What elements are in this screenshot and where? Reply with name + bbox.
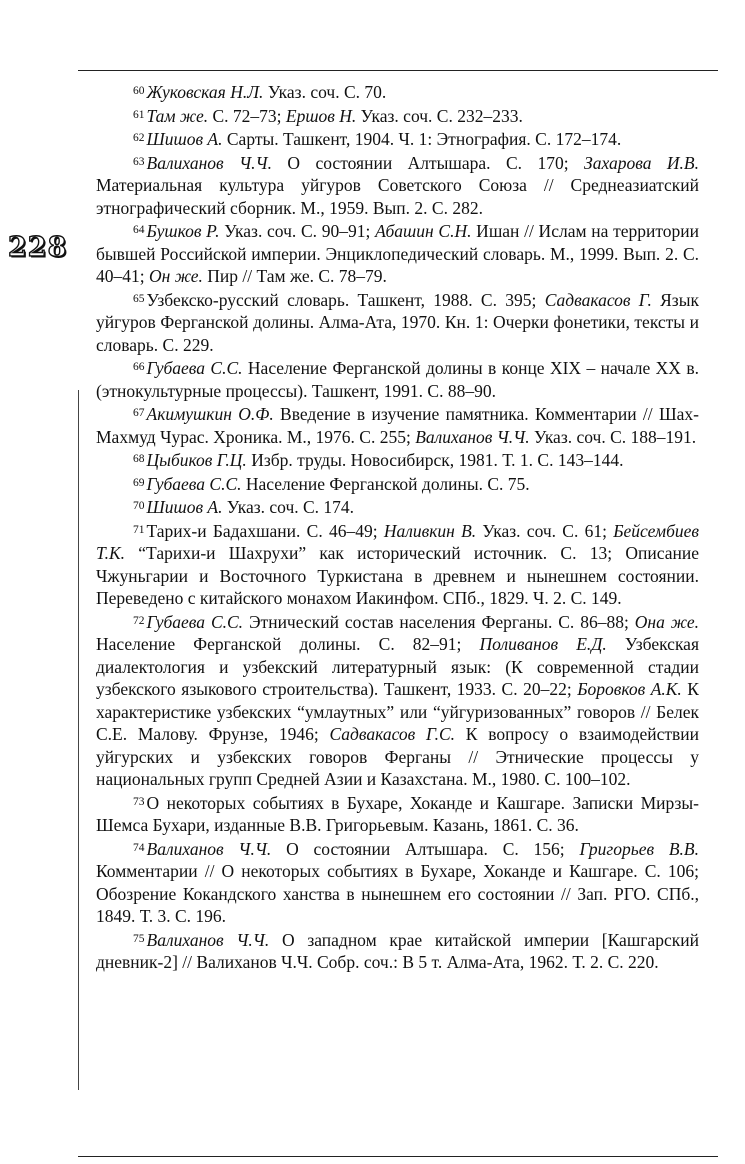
citation-author: Там же. bbox=[146, 105, 209, 126]
bottom-rule bbox=[78, 1156, 718, 1157]
citation-author: Григорьев В.В. bbox=[579, 838, 699, 859]
footnote-64 bbox=[96, 219, 699, 288]
top-rule bbox=[78, 70, 718, 71]
footnote-61 bbox=[96, 104, 699, 128]
citation-text: Материальная культура уйгуров Советского Союза // Среднеазиатский этнографический сборник. М., 1959. Вып. 2. С. 282. bbox=[96, 175, 699, 218]
footnote-number: 63 bbox=[133, 155, 145, 168]
citation-author: Бушков Р. bbox=[146, 221, 220, 241]
citation-text: Население Ферганской долины. С. 75. bbox=[241, 473, 530, 494]
citation-author: Садвакасов Г. bbox=[544, 289, 652, 310]
citation-author: Садвакасов Г.С. bbox=[329, 724, 456, 744]
citation-text: Пир // Там же. С. 78–79. bbox=[202, 266, 387, 286]
footnote-67 bbox=[96, 402, 699, 448]
footnote-number: 72 bbox=[133, 614, 145, 627]
citation-text: О состоянии Алтышара. С. 170; bbox=[271, 152, 585, 173]
footnote-number: 65 bbox=[133, 292, 145, 305]
citation-text: Узбекская диалектология и узбекский литературный язык: (К современной стадии узбекского языкового строительства). Ташкент, 1933. С. 20–22; bbox=[96, 634, 699, 699]
footnote-63 bbox=[96, 151, 699, 220]
citation-author: Захарова И.В. bbox=[584, 152, 699, 173]
footnote-number: 73 bbox=[133, 795, 145, 808]
footnote-68 bbox=[96, 448, 699, 472]
citation-author: Акимушкин О.Ф. bbox=[146, 404, 274, 424]
citation-text: Указ. соч. С. 188–191. bbox=[529, 426, 697, 447]
citation-author: Валиханов Ч.Ч. bbox=[415, 426, 530, 447]
footnote-75 bbox=[96, 928, 699, 974]
footnote-number: 75 bbox=[133, 932, 145, 945]
citation-text: Тарих-и Бадахшани. С. 46–49; bbox=[146, 520, 384, 541]
footnote-number: 70 bbox=[133, 500, 145, 512]
footnote-69 bbox=[96, 472, 699, 496]
citation-text: К характеристике узбекских “умлаутных” или “уйгуризованных” говоров // Белек С.Е. Малову. Фрунзе, 1946; bbox=[96, 679, 699, 744]
footnote-65 bbox=[96, 288, 699, 357]
footnote-73 bbox=[96, 791, 699, 837]
footnote-60 bbox=[96, 80, 699, 104]
citation-text: Избр. труды. Новосибирск, 1981. Т. 1. С. 143–144. bbox=[246, 450, 624, 470]
citation-text: Население Ферганской долины. С. 82–91; bbox=[96, 634, 480, 654]
footnote-number: 60 bbox=[133, 85, 145, 97]
citation-text: О некоторых событиях в Бухаре, Хоканде и Кашгаре. Записки Мирзы-Шемса Бухари, изданные В.В. Григорьевым. Казань, 1861. С. 36. bbox=[96, 792, 699, 835]
footnote-number: 66 bbox=[133, 361, 145, 373]
footnote-number: 64 bbox=[133, 224, 145, 236]
citation-text: “Тарихи-и Шахрухи” как исторический источник. С. 13; Описание Чжуньгарии и Восточного Туркистана в древнем и нынешнем состоянии. Переведено с китайского монахом Иакинфом. СПб., 1829. Ч. 2. С. 149. bbox=[96, 543, 699, 608]
page-number: 228 bbox=[8, 232, 68, 263]
citation-author: Ершов Н. bbox=[285, 105, 357, 126]
footnote-71 bbox=[96, 519, 699, 610]
citation-author: Наливкин В. bbox=[383, 520, 477, 541]
citation-text: Комментарии // О некоторых событиях в Бухаре, Хоканде и Кашгаре. С. 106; Обозрение Кокандского ханства в нынешнем его состоянии // Зап. РГО. СПб., 1849. Т. 3. С. 196. bbox=[96, 861, 699, 926]
footnote-74 bbox=[96, 837, 699, 928]
footnote-number: 61 bbox=[133, 108, 145, 121]
citation-text: Этнический состав населения Ферганы. С. 86–88; bbox=[243, 611, 635, 632]
citation-author: Абашин С.Н. bbox=[375, 221, 472, 241]
citation-author: Она же. bbox=[634, 611, 699, 632]
citation-author: Он же. bbox=[149, 266, 203, 286]
margin-rule bbox=[78, 390, 79, 1090]
citation-author: Губаева С.С. bbox=[146, 611, 244, 632]
footnote-number: 62 bbox=[133, 132, 145, 144]
citation-text: С. 72–73; bbox=[208, 105, 286, 126]
citation-author: Валиханов Ч.Ч. bbox=[146, 152, 272, 173]
citation-text: Узбекско-русский словарь. Ташкент, 1988. С. 395; bbox=[146, 289, 545, 310]
footnote-number: 69 bbox=[133, 476, 145, 489]
citation-text: К вопросу о взаимодействии уйгурских и узбекских говоров Ферганы // Этнические процессы у национальных групп Средней Азии и Казахстана. М., 1980. С. 100–102. bbox=[96, 724, 699, 789]
footnote-number: 68 bbox=[133, 453, 145, 465]
citation-text: Указ. соч. С. 70. bbox=[263, 82, 387, 102]
citation-author: Цыбиков Г.Ц. bbox=[146, 450, 247, 470]
footnote-number: 67 bbox=[133, 407, 145, 419]
citation-author: Бейсембиев Т.К. bbox=[96, 520, 700, 563]
citation-text: Указ. соч. С. 232–233. bbox=[356, 105, 523, 126]
citation-text: Население Ферганской долины в конце XIX – начале XX в. (этнокультурные процессы). Ташкент, 1991. С. 88–90. bbox=[96, 358, 699, 401]
citation-text: Указ. соч. С. 174. bbox=[222, 497, 355, 517]
citation-text: Сарты. Ташкент, 1904. Ч. 1: Этнография. С. 172–174. bbox=[222, 129, 622, 149]
citation-author: Губаева С.С. bbox=[146, 473, 242, 494]
citation-text: Язык уйгуров Ферганской долины. Алма-Ата, 1970. Кн. 1: Очерки фонетики, тексты и словарь. С. 229. bbox=[96, 289, 699, 355]
footnote-62 bbox=[96, 127, 699, 151]
footnote-number: 74 bbox=[133, 841, 145, 854]
footnote-number: 71 bbox=[133, 523, 145, 536]
footnote-72 bbox=[96, 610, 699, 791]
citation-author: Губаева С.С. bbox=[146, 358, 243, 378]
citation-text: О состоянии Алтышара. С. 156; bbox=[271, 838, 580, 859]
citation-author: Шишов А. bbox=[146, 129, 223, 149]
footnote-66 bbox=[96, 356, 699, 402]
citation-author: Жуковская Н.Л. bbox=[146, 82, 264, 102]
citation-text: Указ. соч. С. 90–91; bbox=[219, 221, 376, 241]
footnote-70 bbox=[96, 495, 699, 519]
citation-author: Валиханов Ч.Ч. bbox=[146, 929, 270, 950]
citation-author: Поливанов Е.Д. bbox=[479, 634, 607, 654]
citation-text: Ишан // Ислам на территории бывшей Российской империи. Энциклопедический словарь. М., 1999. Вып. 2. С. 40–41; bbox=[96, 221, 700, 286]
citation-text: Введение в изучение памятника. Комментарии // Шах-Махмуд Чурас. Хроника. М., 1976. С. 255; bbox=[96, 404, 699, 447]
citation-author: Боровков А.К. bbox=[577, 679, 682, 699]
citation-text: Указ. соч. С. 61; bbox=[476, 520, 614, 541]
footnotes-list bbox=[96, 80, 699, 974]
citation-text: О западном крае китайской империи [Кашгарский дневник-2] // Валиханов Ч.Ч. Собр. соч.: В 5 т. Алма-Ата, 1962. Т. 2. С. 220. bbox=[96, 929, 699, 972]
citation-author: Валиханов Ч.Ч. bbox=[146, 838, 272, 859]
citation-author: Шишов А. bbox=[146, 497, 223, 517]
